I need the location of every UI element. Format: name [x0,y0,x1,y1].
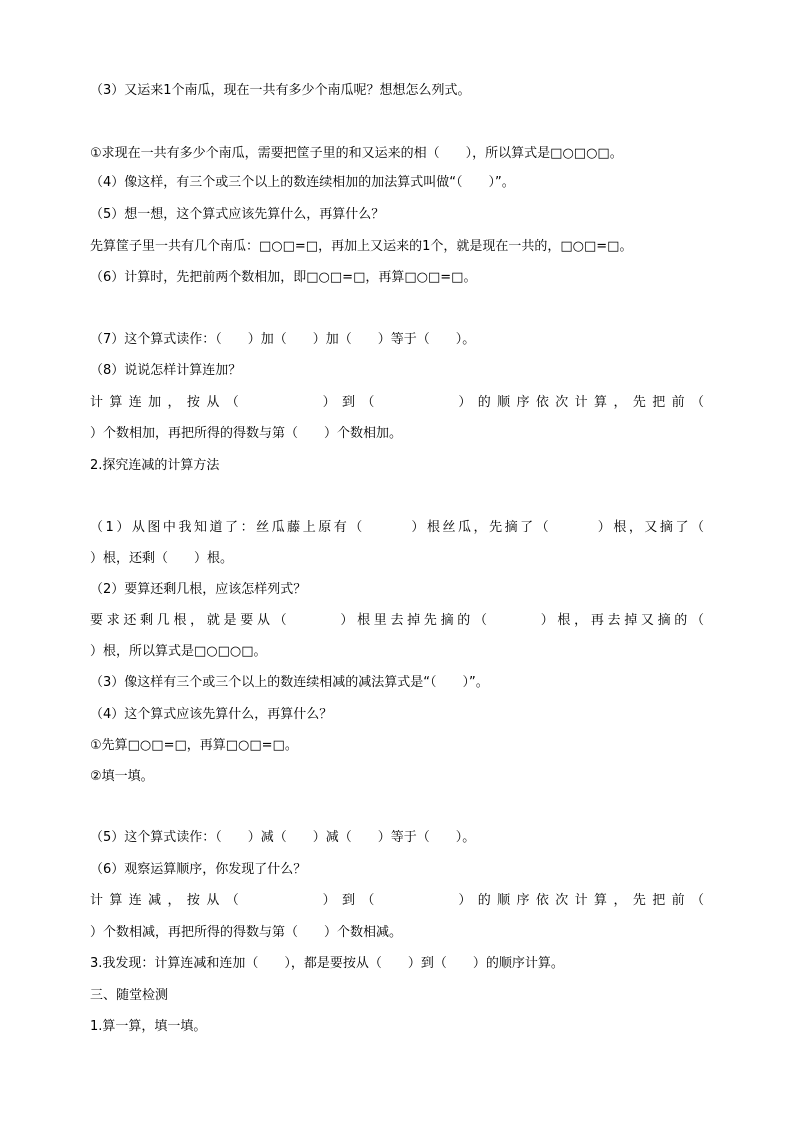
text-line-6-compute: （6）计算时，先把前两个数相加，即□○□=□，再算□○□=□。 [90,270,477,285]
text-line-sub-first: ①先算□○□=□，再算□○□=□。 [90,738,298,753]
text-line-add-rule-1: 计算连加，按从（ ）到（ ）的顺序依次计算，先把前（ [90,395,704,410]
text-line-1-loofah-2: ）根，还剩（ ）根。 [90,551,234,566]
text-line-4-definition: （4）像这样，有三个或三个以上的数连续相加的加法算式叫做“（ ）”。 [90,175,515,190]
text-line-remain-2: ）根，所以算式是□○□○□。 [90,644,267,659]
section-heading-subtraction: 2.探究连减的计算方法 [90,458,220,473]
text-line-add-rule-2: ）个数相加，再把所得的得数与第（ ）个数相加。 [90,426,403,441]
text-line-3-pumpkin: （3）又运来1个南瓜，现在一共有多少个南瓜呢？想想怎么列式。 [90,83,471,98]
text-line-sub-rule-1: 计算连减，按从（ ）到（ ）的顺序依次计算，先把前（ [90,893,704,908]
text-line-quiz-1: 1.算一算，填一填。 [90,1019,207,1034]
text-line-remain-1: 要求还剩几根，就是要从（ ）根里去掉先摘的（ ）根，再去掉又摘的（ [90,613,704,628]
section-heading-quiz: 三、随堂检测 [90,988,169,1003]
text-line-discovery: 3.我发现：计算连减和连加（ ），都是要按从（ ）到（ ）的顺序计算。 [90,956,564,971]
text-line-7-read: （7）这个算式读作：（ ）加（ ）加（ ）等于（ ）。 [90,332,476,347]
text-line-2-expression: （2）要算还剩几根，应该怎样列式？ [90,582,307,597]
text-line-4-sub-think: （4）这个算式应该先算什么，再算什么？ [90,707,333,722]
text-line-3-sub-definition: （3）像这样有三个或三个以上的数连续相减的减法算式是“（ ）”。 [90,675,489,690]
text-line-8-say: （8）说说怎样计算连加？ [90,363,242,378]
text-line-6-observe: （6）观察运算顺序，你发现了什么？ [90,862,307,877]
text-line-sub-rule-2: ）个数相减，再把所得的得数与第（ ）个数相减。 [90,925,403,940]
text-line-1-loofah-1: （1）从图中我知道了：丝瓜藤上原有（ ）根丝瓜，先摘了（ ）根，又摘了（ [90,520,704,535]
text-line-first-compute: 先算筐子里一共有几个南瓜：□○□=□，再加上又运来的1个，就是现在一共的，□○□=□。 [90,239,633,254]
text-line-fill-in: ②填一填。 [90,769,154,784]
text-line-5-sub-read: （5）这个算式读作：（ ）减（ ）减（ ）等于（ ）。 [90,830,476,845]
text-line-5-think: （5）想一想，这个算式应该先算什么，再算什么？ [90,207,385,222]
text-line-sum-explain: ①求现在一共有多少个南瓜，需要把筐子里的和又运来的相（ ），所以算式是□○□○□。 [90,146,623,161]
